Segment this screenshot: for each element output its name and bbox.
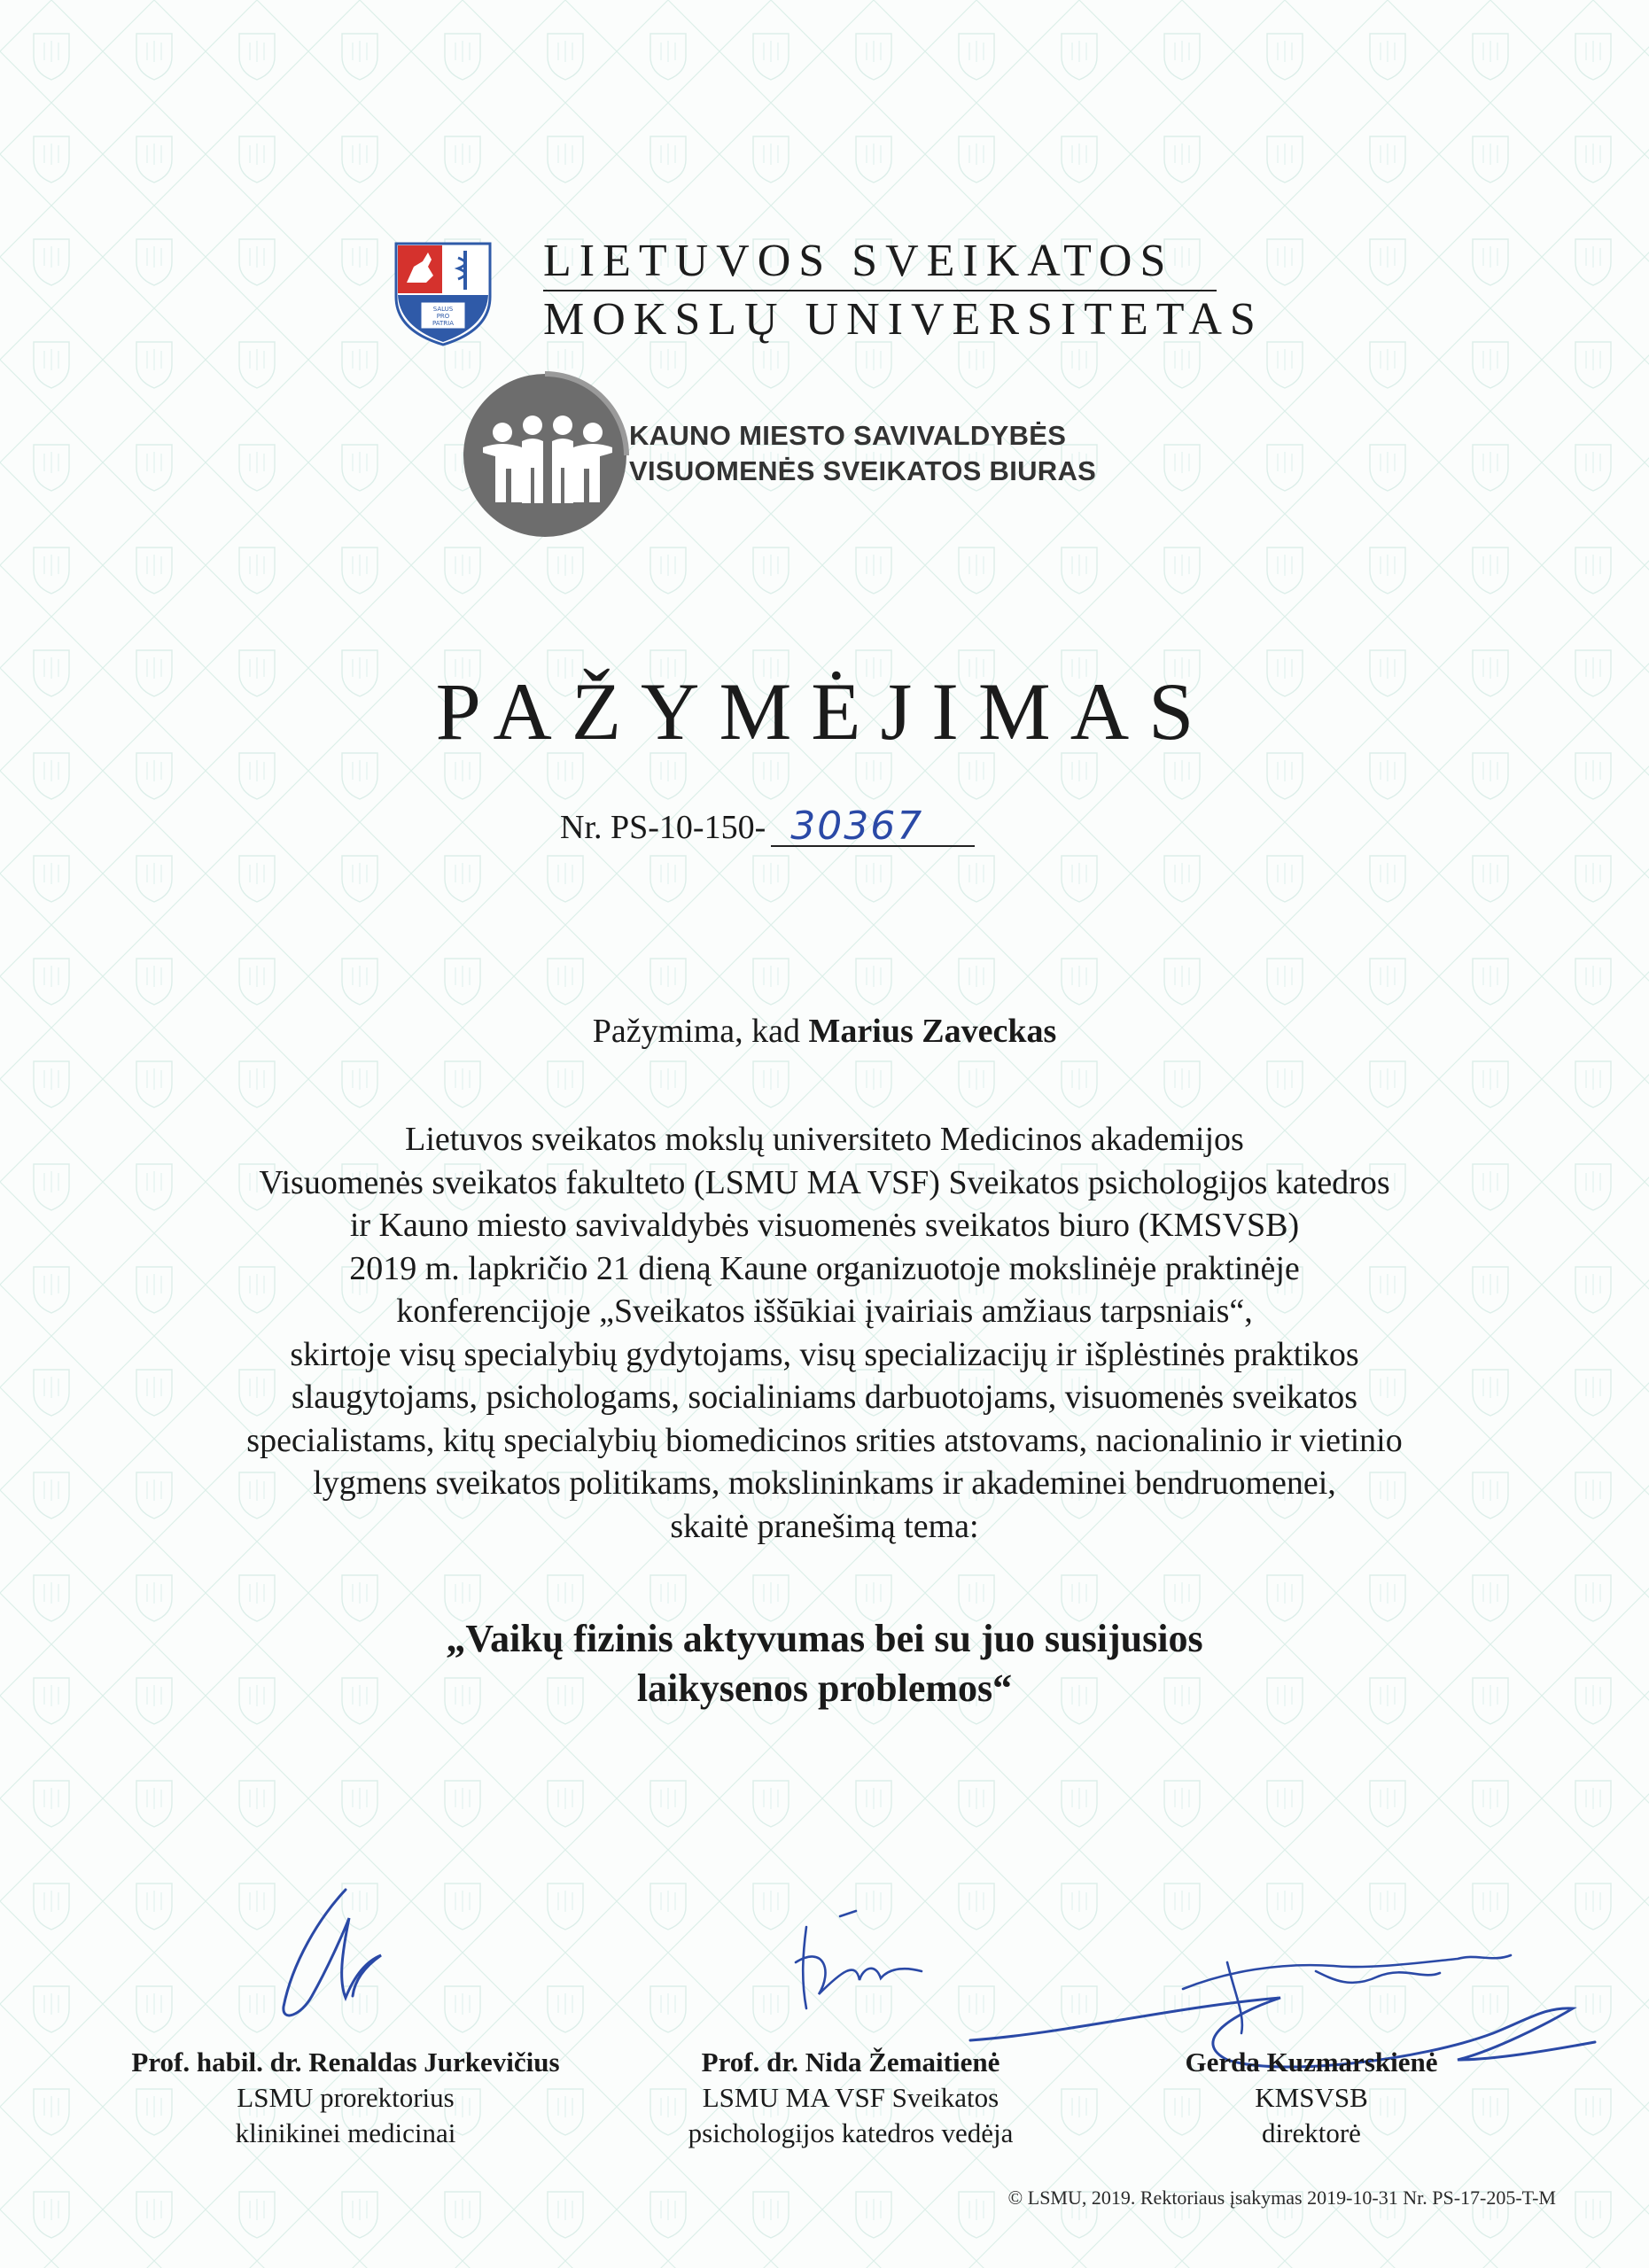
presentation-topic [0, 1614, 1649, 1713]
body-line: skaitė pranešimą tema: [670, 1507, 979, 1545]
certify-line [0, 1012, 1649, 1051]
signatory-name: Gerda Kuzmarskienė [1185, 2047, 1438, 2078]
university-header [394, 235, 1264, 350]
body-line: konferencijoje „Sveikatos iššūkiai įvairiais amžiaus tarpsniais“, [396, 1293, 1253, 1330]
signatory-2 [620, 2045, 1081, 2151]
document-title: PAŽYMĖJIMAS [435, 666, 1214, 757]
body-line: Lietuvos sveikatos mokslų universiteto Medicinos akademijos [405, 1121, 1244, 1158]
university-name-divider [543, 290, 1217, 291]
svg-text:SALUS: SALUS [432, 306, 454, 313]
topic-line: laikysenos problemos“ [636, 1666, 1013, 1710]
recipient-name: Marius Zaveckas [808, 1013, 1057, 1050]
document-number-prefix: Nr. PS-10-150- [560, 809, 766, 846]
university-name-line2: MOKSLŲ UNIVERSITETAS [543, 294, 1264, 345]
signatory-role-line: LSMU MA VSF Sveikatos [702, 2082, 1000, 2113]
university-name [543, 235, 1264, 346]
bureau-name [629, 418, 1096, 489]
university-crest-icon [394, 242, 492, 346]
signatory-role-line: LSMU prorektorius [237, 2082, 455, 2113]
signatory-3 [1090, 2045, 1533, 2151]
certificate-body [0, 1118, 1649, 1548]
body-line: skirtoje visų specialybių gydytojams, visų specializacijų ir išplėstinės praktikos [290, 1335, 1359, 1373]
signatory-1 [80, 2045, 611, 2151]
footer-copyright: © LSMU, 2019. Rektoriaus įsakymas 2019-10-31 Nr. PS-17-205-T-M [1007, 2186, 1556, 2209]
signatory-role-line: klinikinei medicinai [235, 2117, 456, 2148]
signature-jurkevicius [257, 1883, 399, 2033]
svg-text:PRO: PRO [436, 313, 450, 320]
body-line: slaugytojams, psichologams, socialiniams darbuotojams, visuomenės sveikatos [291, 1379, 1358, 1416]
body-line: specialistams, kitų specialybių biomedicinos srities atstovams, nacionalinio ir vietinio [246, 1421, 1403, 1459]
body-line: 2019 m. lapkričio 21 dieną Kaune organizuotoje mokslinėje praktinėje [349, 1249, 1300, 1287]
signatory-name: Prof. habil. dr. Renaldas Jurkevičius [131, 2047, 560, 2078]
topic-line: „Vaikų fizinis aktyvumas bei su juo susijusios [446, 1617, 1203, 1660]
document-number-field [771, 804, 975, 849]
certify-prefix: Pažymima, kad [592, 1013, 801, 1050]
document-number [560, 804, 975, 849]
signatory-role-line: psichologijos katedros vedėja [688, 2117, 1014, 2148]
university-name-line1: LIETUVOS SVEIKATOS [543, 236, 1174, 286]
bureau-people-logo-icon [456, 363, 634, 540]
bureau-name-line2: VISUOMENĖS SVEIKATOS BIURAS [629, 455, 1097, 486]
document-number-handwritten: 30367 [790, 804, 924, 849]
signatory-role-line: direktorė [1262, 2117, 1361, 2148]
body-line: Visuomenės sveikatos fakulteto (LSMU MA VSF) Sveikatos psichologijos katedros [259, 1163, 1390, 1201]
bureau-name-line1: KAUNO MIESTO SAVIVALDYBĖS [629, 420, 1067, 451]
svg-text:PATRIA: PATRIA [432, 320, 455, 327]
body-line: lygmens sveikatos politikams, mokslininkams ir akademinei bendruomenei, [313, 1464, 1336, 1502]
signature-zemaitiene [771, 1909, 948, 2024]
signatory-name: Prof. dr. Nida Žemaitienė [701, 2047, 1000, 2078]
signatory-role-line: KMSVSB [1255, 2082, 1368, 2113]
bureau-header [456, 363, 1254, 540]
body-line: ir Kauno miesto savivaldybės visuomenės sveikatos biuro (KMSVSB) [349, 1207, 1300, 1244]
